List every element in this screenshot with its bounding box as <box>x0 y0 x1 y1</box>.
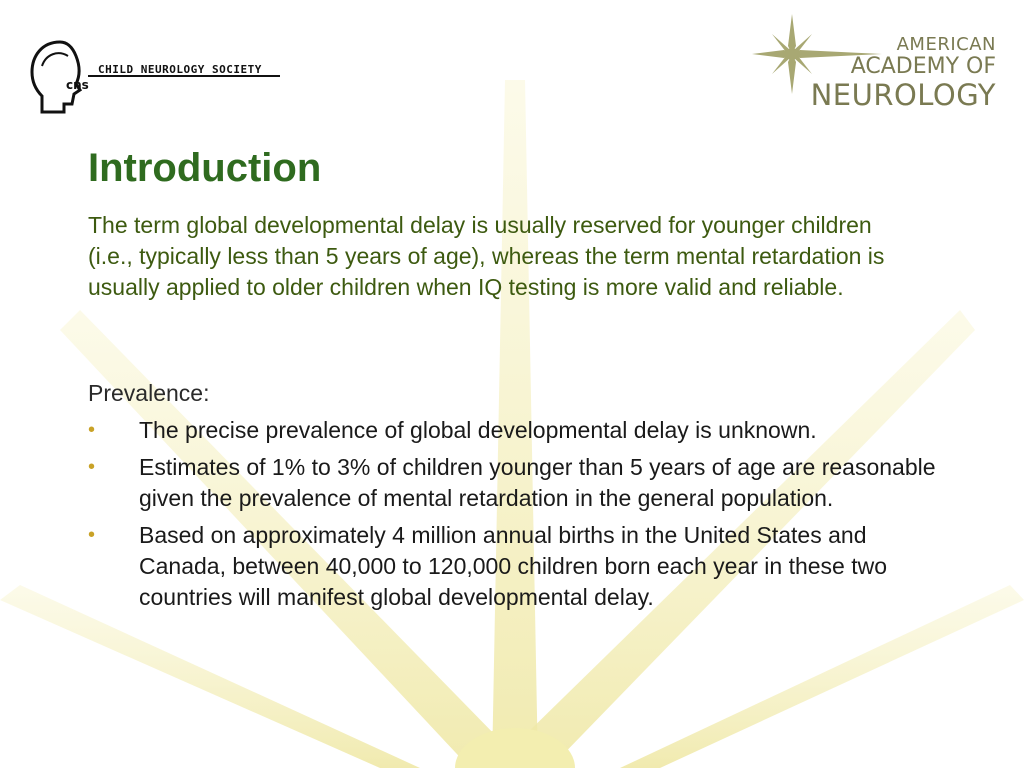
list-item <box>88 520 958 613</box>
cns-logo <box>28 36 288 116</box>
bullet-icon: • <box>88 524 96 546</box>
list-item <box>88 415 958 446</box>
aan-logo <box>752 14 1002 112</box>
bullet-text: The precise prevalence of global developmental delay is unknown. <box>139 417 817 443</box>
bullet-text: Based on approximately 4 million annual births in the United States and Canada, between 40,000 to 120,000 children born each year in these two countries will manifest global developmental delay. <box>139 522 888 610</box>
cns-logo-mark: cns <box>66 78 89 92</box>
aan-logo-line1: AMERICAN <box>896 34 996 55</box>
head-profile-icon <box>28 36 288 116</box>
slide-title: Introduction <box>88 146 322 190</box>
aan-logo-line2: ACADEMY OF <box>850 54 996 79</box>
cns-logo-name: CHILD NEUROLOGY SOCIETY <box>98 63 262 76</box>
aan-logo-line3: NEUROLOGY <box>810 78 996 112</box>
prevalence-label: Prevalence: <box>88 380 210 406</box>
bullet-icon: • <box>88 419 96 441</box>
intro-paragraph: The term global developmental delay is usually reserved for younger children (i.e., typically less than 5 years of age), whereas the term mental retardation is usually applied to older children when IQ testing is more valid and reliable. <box>88 212 885 300</box>
bullet-icon: • <box>88 456 96 478</box>
prevalence-list <box>88 415 958 619</box>
bullet-text: Estimates of 1% to 3% of children younger than 5 years of age are reasonable given the prevalence of mental retardation in the general population. <box>139 454 936 511</box>
list-item <box>88 452 958 514</box>
